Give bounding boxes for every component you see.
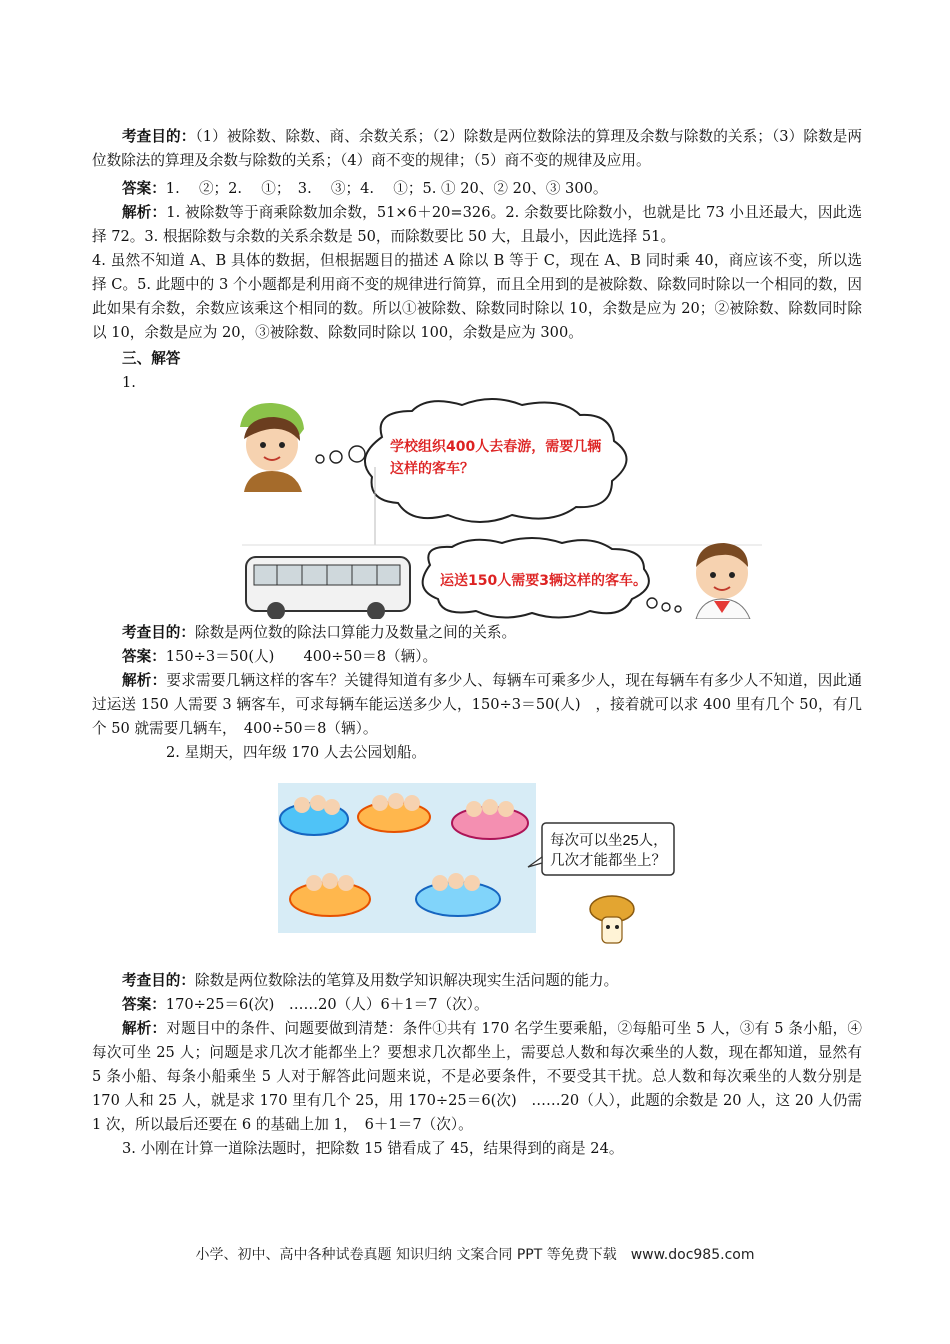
- analysis-paragraph: [92, 201, 862, 249]
- mushroom-image: [590, 896, 634, 943]
- answer-label: 答案：: [122, 180, 166, 197]
- question-3-text: 3. 小刚在计算一道除法题时，把除数 15 错看成了 45，结果得到的商是 24。: [122, 1140, 624, 1157]
- q2-analysis-label: 解析：: [122, 1020, 167, 1037]
- girl-bubble-line-1: 学校组织400人去春游，需要几辆: [390, 439, 602, 455]
- analysis-text: 1. 被除数等于商乘除数加余数，51×6＋20=326。2. 余数要比除数小，也就是比 73 小且还最大，因此选择 72。3. 根据除数与余数的关系余数是 50，而除数要比 50 大，且最小，因此选择 51。: [92, 204, 862, 245]
- question-1-number: 1.: [122, 374, 136, 391]
- q2-purpose-paragraph: [92, 969, 862, 993]
- document-body: [92, 125, 862, 1161]
- q1-purpose-label: 考查目的：: [122, 624, 195, 641]
- bus-image: [246, 557, 410, 619]
- purpose-text: （1）被除数、除数、商、余数关系；（2）除数是两位数除法的算理及余数与除数的关系；（3）除数是两位数除法的算理及余数与除数的关系；（4）商不变的规律；（5）商不变的规律及应用。: [92, 128, 862, 169]
- q2-purpose-text: 除数是两位数除法的笔算及用数学知识解决现实生活问题的能力。: [194, 972, 619, 989]
- q2-answer-label: 答案：: [122, 996, 166, 1013]
- question-2-text: 2. 星期天，四年级 170 人去公园划船。: [166, 744, 427, 761]
- answer-paragraph: [92, 177, 862, 201]
- q1-purpose-paragraph: [92, 621, 862, 645]
- boat-illustration: [92, 767, 862, 967]
- section-heading: 三、解答: [122, 350, 181, 367]
- boat-bubble-line-1: 每次可以坐25人，: [550, 833, 668, 849]
- q2-answer-text: 170÷25＝6(次) ……20（人）6＋1＝7（次）。: [165, 996, 489, 1013]
- boy-bubble-text: 运送150人需要3辆这样的客车。: [440, 573, 647, 589]
- q1-analysis-paragraph: [92, 669, 862, 741]
- bus-illustration: [92, 397, 862, 619]
- q2-analysis-text: 对题目中的条件、问题要做到清楚：条件①共有 170 名学生要乘船，②每船可坐 5 人，③有 5 条小船，④每次可坐 25 人；问题是求几次才能都坐上？要想求几次都坐上，需要总人数和每次乘坐的人数，现在都知道，显然有 5 条小船、每条小船乘坐 5 人对于解答此问题来说，不是必要条件，不要受其干扰。总人数和每次乘坐的人数分别是 170 人和 25 人，就是求 170 里有几个 25，用 170÷25＝6(次) ……20（人），此题的余数是 20 人，这 20 人仍需 1 次，所以最后还要在 6 的基础上加 1， 6＋1＝7（次）。: [92, 1020, 862, 1133]
- boat-bubble-line-2: 几次才能都坐上？: [550, 853, 666, 869]
- q2-purpose-label: 考查目的：: [122, 972, 195, 989]
- analysis-label: 解析：: [122, 204, 167, 221]
- girl-image: [240, 403, 304, 492]
- q1-answer-paragraph: [92, 645, 862, 669]
- q1-answer-text: 150÷3＝50(人) 400÷50＝8（辆）。: [165, 648, 438, 665]
- analysis-paragraph-2: 4. 虽然不知道 A、B 具体的数据，但根据题目的描述 A 除以 B 等于 C，现在 A、B 同时乘 40，商应该不变，所以选择 C。5. 此题中的 3 个小题都是利用商不变的规律进行简算，而且全用到的是被除数、除数同时除以一个相同的数，因此如果有余数，余数应该乘这个相同的数。所以①被除数、除数同时除以 10，余数是应为 20；②被除数、除数同时除以 10，余数是应为 20，③被除数、除数同时除以 100，余数是应为 300。: [92, 252, 862, 341]
- q1-analysis-text: 要求需要几辆这样的客车？关键得知道有多少人、每辆车可乘多少人，现在每辆车有多少人不知道，因此通过运送 150 人需要 3 辆客车，可求每辆车能运送多少人，150÷3＝50(人) ，接着就可以求 400 里有几个 50，有几个 50 就需要几辆车， 400÷50＝8（辆）。: [92, 672, 862, 737]
- q1-analysis-label: 解析：: [122, 672, 167, 689]
- girl-bubble-line-2: 这样的客车？: [390, 461, 474, 477]
- boy-image: [696, 543, 750, 619]
- purpose-label: 考查目的：: [122, 128, 196, 145]
- q2-analysis-paragraph: [92, 1017, 862, 1137]
- boat-figure: [92, 767, 862, 967]
- q1-answer-label: 答案：: [122, 648, 166, 665]
- q1-purpose-text: 除数是两位数的除法口算能力及数量之间的关系。: [194, 624, 517, 641]
- answer-text: 1. ②；2. ①； 3. ③；4. ①；5. ① 20、② 20、③ 300。: [165, 180, 608, 197]
- bus-figure: [92, 397, 862, 619]
- q2-answer-paragraph: [92, 993, 862, 1017]
- purpose-paragraph: [92, 125, 862, 173]
- page-footer: 小学、初中、高中各种试卷真题 知识归纳 文案合同 PPT 等免费下载 www.doc985.com: [195, 1247, 755, 1263]
